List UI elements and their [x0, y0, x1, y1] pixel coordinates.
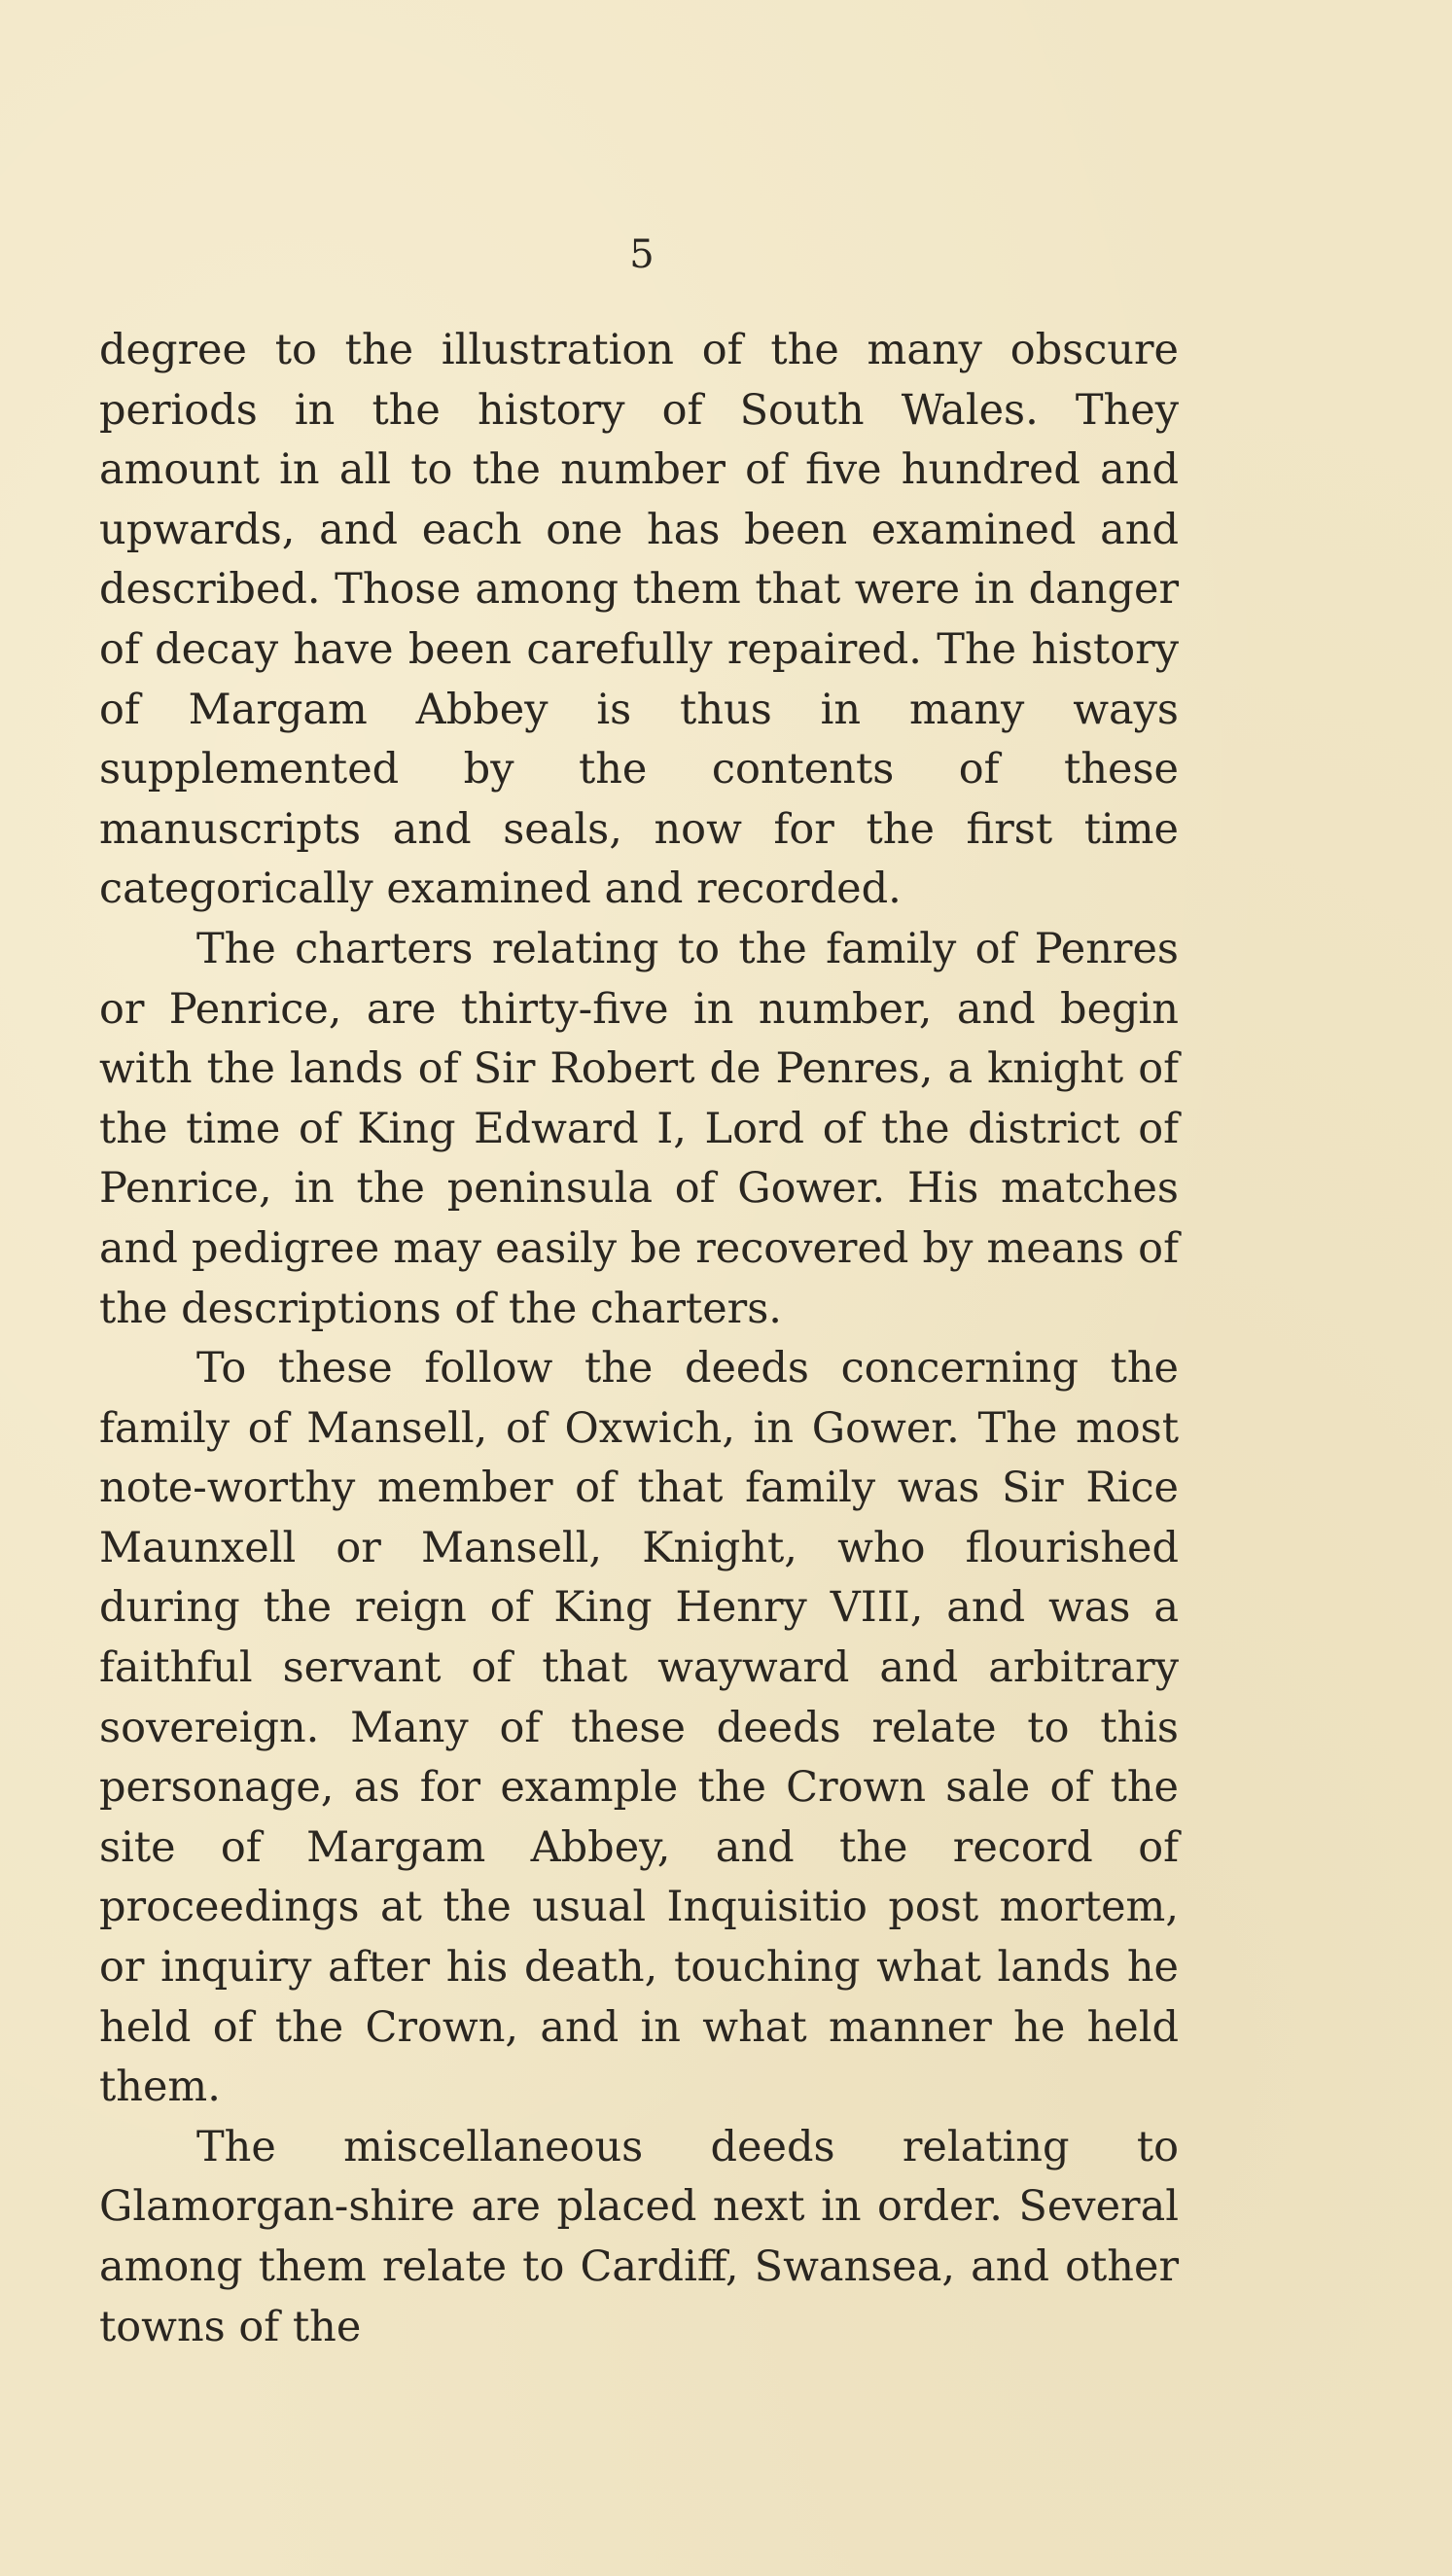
paragraph-penrice-charters: The charters relating to the family of Penres or Penrice, are thirty-five in number, and begin with the lands of Sir Robert de Penres, a knight of the time of King Edward I, Lord of the district of Penrice, in the peninsula of Gower. His matches and pedigree may easily be recovered by means of the descriptions of the charters.	[99, 924, 1179, 1333]
page-number: 5	[629, 232, 655, 277]
paragraph-continuation: degree to the illustration of the many obscure periods in the history of South Wales. They amount in all to the number of five hundred and upwards, and each one has been examined and described. Those among them that were in danger of decay have been carefully repaired. The history of Margam Abbey is thus in many ways supplemented by the contents of these manuscripts and seals, now for the first time categorically examined and recorded.	[99, 326, 1179, 914]
paragraph-mansell-deeds: To these follow the deeds concerning the family of Mansell, of Oxwich, in Gower. The most note-worthy member of that family was Sir Rice Maunxell or Mansell, Knight, who flourished during the reign of King Henry VIII, and was a faithful servant of that wayward and arbitrary sovereign. Many of these deeds relate to this personage, as for example the Crown sale of the site of Margam Abbey, and the record of proceedings at the usual Inquisitio post mortem, or inquiry after his death, touching what lands he held of the Crown, and in what manner he held them.	[99, 1344, 1179, 2112]
paragraph-glamorgan-deeds: The miscellaneous deeds relating to Glamorgan-shire are placed next in order. Several among them relate to Cardiff, Swansea, and other towns of the	[99, 2122, 1179, 2351]
body-text	[99, 321, 1179, 2357]
